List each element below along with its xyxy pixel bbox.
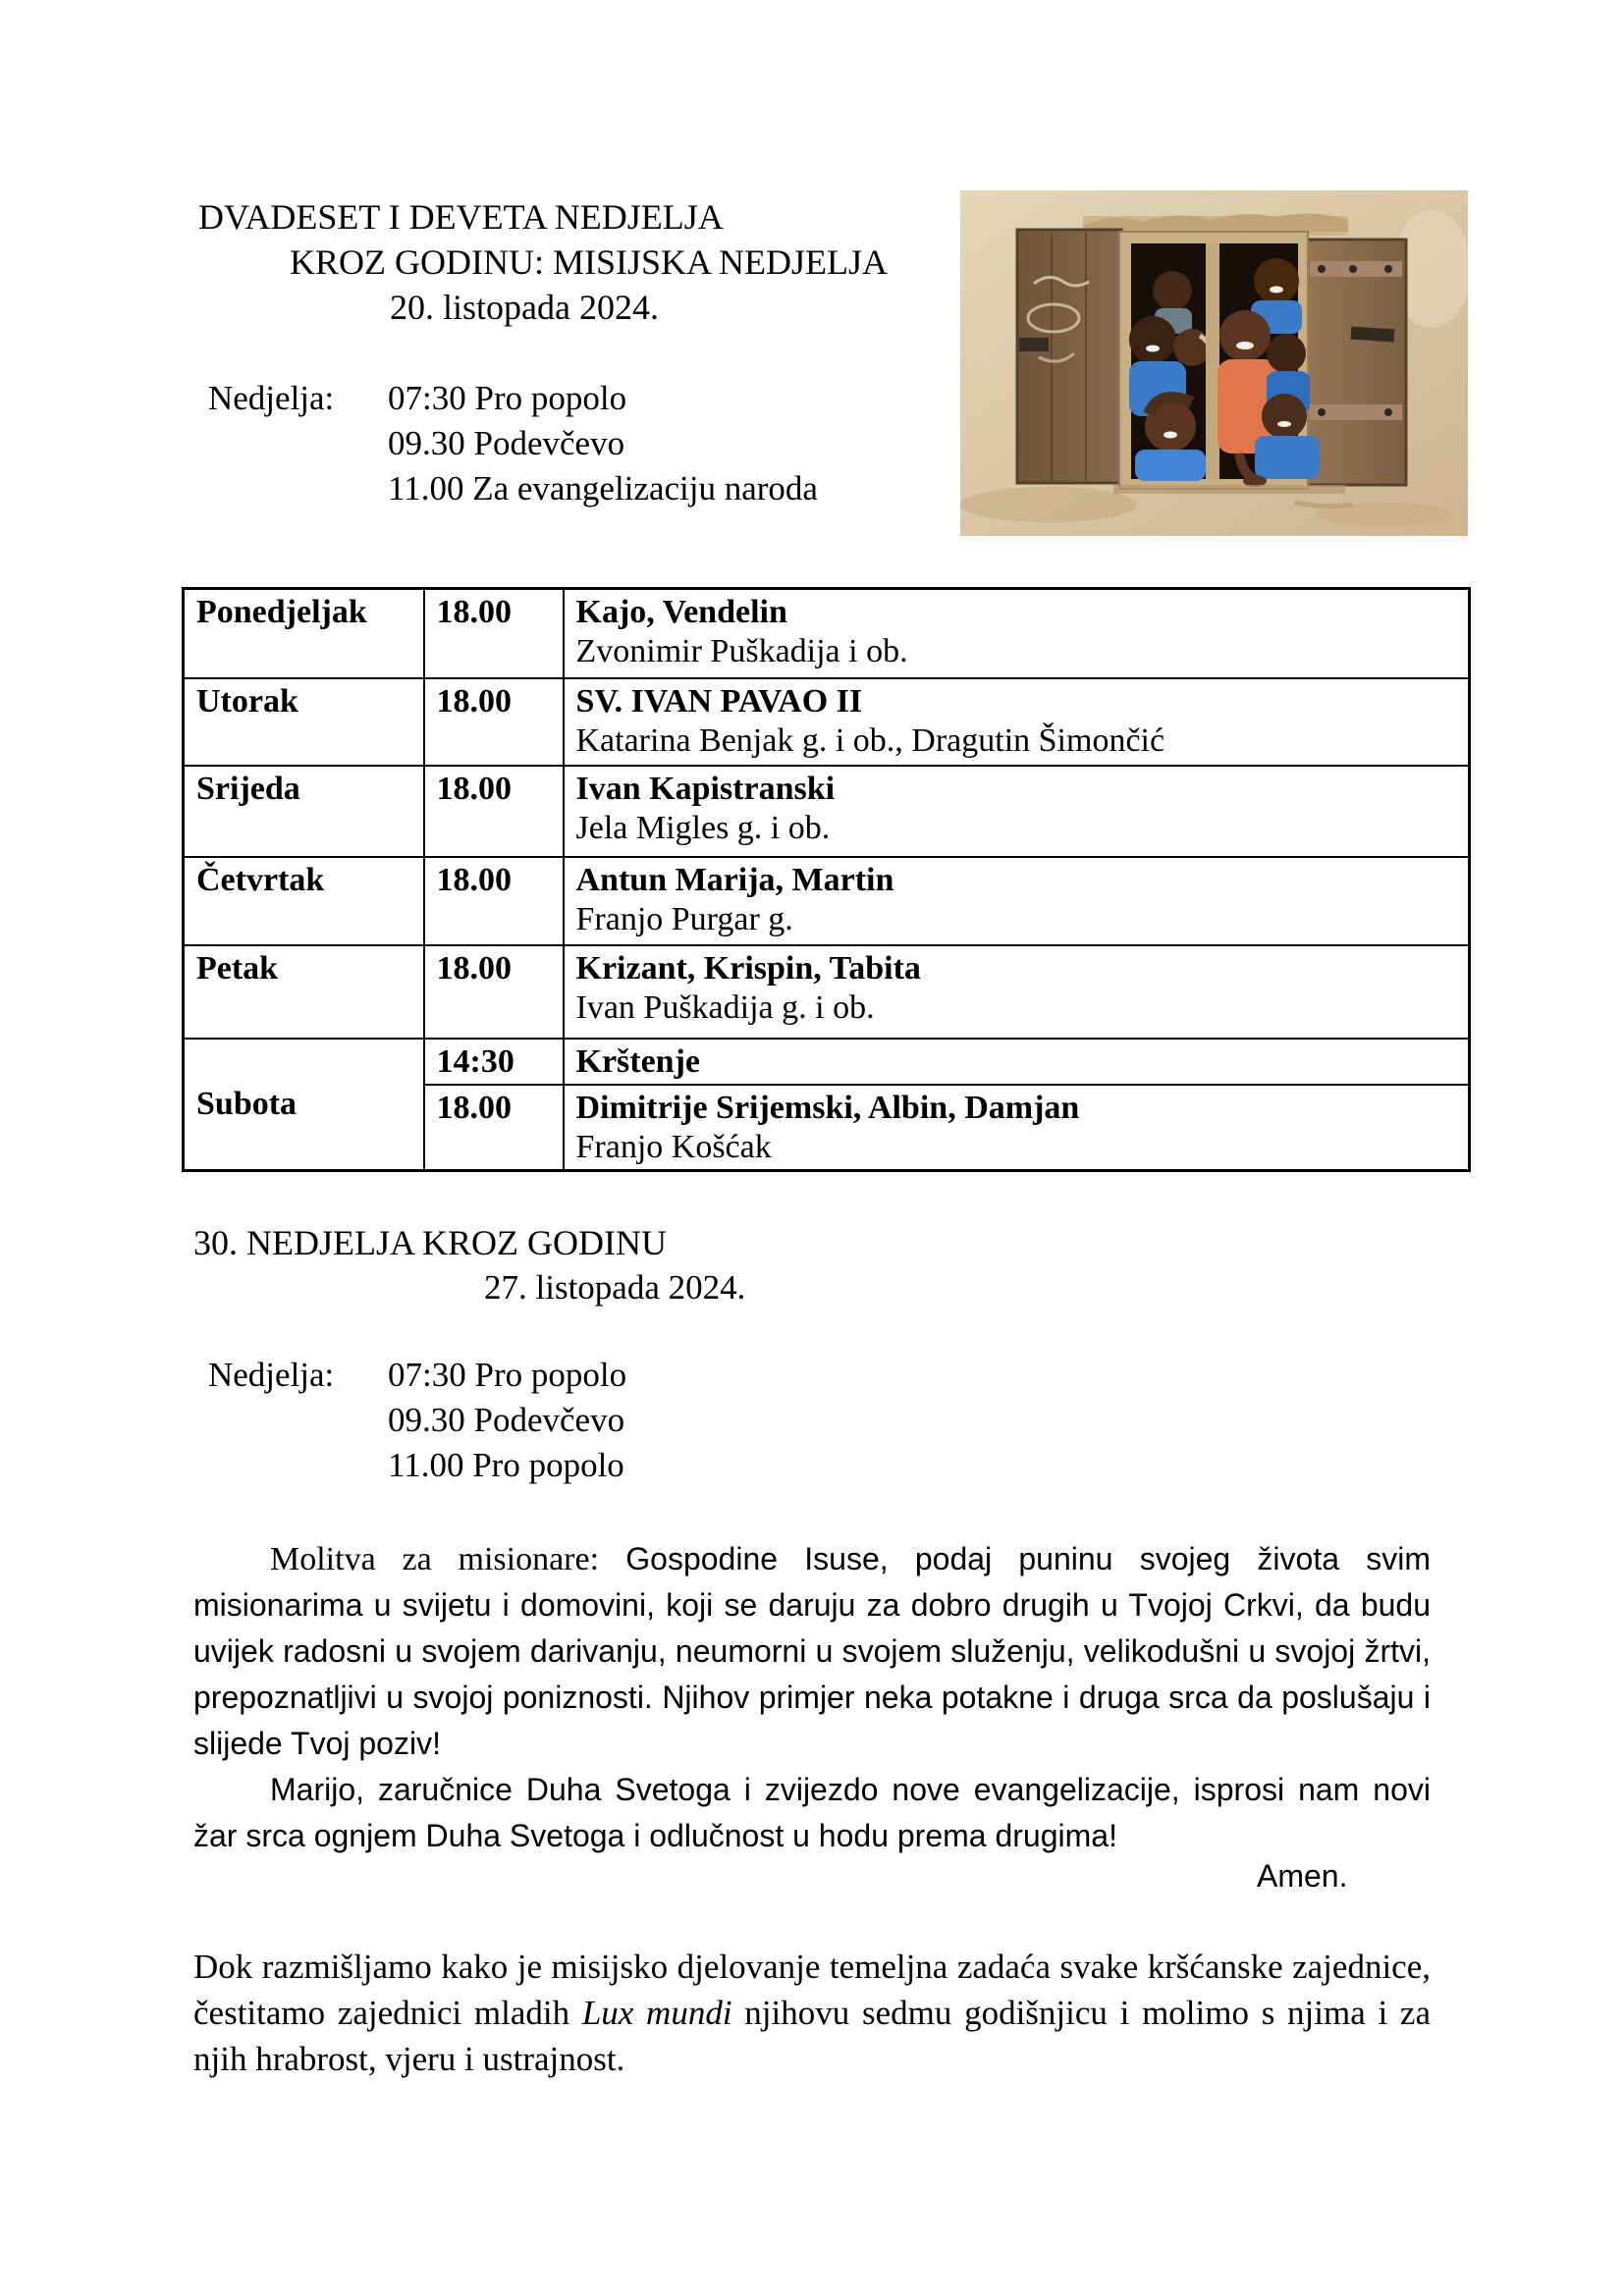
closing-text: Dok razmišljamo kako je misijsko djelovanje temeljna zadaća svake kršćanske zajednice, čestitamo zajednici mladih [193,1948,1431,2032]
intention-dedication: Ivan Puškadija g. i ob. [575,988,875,1026]
mass-time-entry: 09.30 Podevčevo [388,424,625,462]
day-cell: Srijeda [184,766,424,857]
schedule-row [208,1398,626,1443]
second-week-date: 27. listopada 2024. [484,1268,746,1307]
intention-dedication: Franjo Košćak [575,1128,772,1165]
prayer-lead-in: Molitva za misionare: [270,1541,600,1577]
table-row [184,945,1470,1039]
mass-time-entry: 11.00 Za evangelizaciju naroda [388,469,818,507]
intention-cell [564,766,1470,857]
schedule-row [208,376,818,421]
day-label: Nedjelja: [208,1356,335,1394]
mass-time-entry: 09.30 Podevčevo [388,1401,625,1439]
time-cell: 18.00 [424,678,564,766]
week-title-line1: DVADESET I DEVETA NEDJELJA [198,197,724,237]
right-shutter [1306,240,1406,485]
children-in-window-photo [960,190,1468,536]
second-week-title: 30. NEDJELJA KROZ GODINU [193,1223,667,1262]
mass-time-entry: 11.00 Pro popolo [388,1446,624,1484]
day-cell: Utorak [184,678,424,766]
intention-name: Antun Marija, Martin [575,861,894,898]
intention-cell [564,589,1470,678]
day-label: Nedjelja: [208,379,335,417]
community-name: Lux mundi [581,1994,732,2032]
amen-line: Amen. [1257,1858,1348,1894]
table-row [184,678,1470,766]
table-row [184,1039,1470,1085]
day-cell: Četvrtak [184,857,424,945]
prayer-text: Marijo, zaručnice Duha Svetoga i zvijezdo nove evangelizacije, isprosi nam novi žar srca ognjem Duha Svetoga i odlučnost u hodu prema drugima! [193,1772,1431,1853]
day-cell: Ponedjeljak [184,589,424,678]
schedule-row [208,1443,626,1488]
intention-name: Krštenje [575,1042,701,1080]
intention-name: Dimitrije Srijemski, Albin, Damjan [575,1089,1080,1126]
time-cell: 18.00 [424,945,564,1039]
intention-dedication: Franjo Purgar g. [575,900,793,937]
week-title-line2: KROZ GODINU: MISIJSKA NEDJELJA [290,242,889,282]
time-cell: 18.00 [424,766,564,857]
intention-cell [564,1039,1470,1085]
bulletin-header [198,194,888,330]
time-cell: 14:30 [424,1039,564,1085]
schedule-row [208,421,818,466]
sunday-schedule-1 [208,376,818,511]
mass-time-entry: 07:30 Pro popolo [388,379,627,417]
intention-cell [564,857,1470,945]
day-cell: Subota [184,1039,424,1171]
intention-cell [564,678,1470,766]
intention-name: Kajo, Vendelin [575,594,787,630]
missionary-prayer-paragraph [193,1536,1431,1767]
marian-prayer-paragraph [193,1767,1431,1859]
intention-name: SV. IVAN PAVAO II [575,682,863,720]
intention-name: Ivan Kapistranski [575,770,836,807]
prayer-text: Gospodine Isuse, podaj puninu svojeg života svim misionarima u svijetu i domovini, koji se daruju za dobro drugih u Tvojoj Crkvi, da budu uvijek radosni u svojem darivanju, neumorni u svojem služenju, velikodušni u svojoj žrtvi, prepoznatljivi u svojoj poniznosti. Njihov primjer neka potakne i druga srca da poslušaju i slijede Tvoj poziv! [193,1541,1431,1761]
table-row [184,766,1470,857]
intention-name: Krizant, Krispin, Tabita [575,949,921,987]
table-row [184,589,1470,678]
time-cell: 18.00 [424,857,564,945]
time-cell: 18.00 [424,589,564,678]
left-shutter [1017,230,1121,483]
day-cell: Petak [184,945,424,1039]
schedule-row [208,466,818,511]
intention-dedication: Jela Migles g. i ob. [575,809,831,846]
intention-cell [564,1085,1470,1171]
sunday-schedule-2 [208,1353,626,1488]
table-row [184,857,1470,945]
intention-dedication: Katarina Benjak g. i ob., Dragutin Šimončić [575,721,1165,759]
time-cell: 18.00 [424,1085,564,1171]
mass-time-entry: 07:30 Pro popolo [388,1356,627,1394]
closing-paragraph [193,1944,1431,2082]
mass-intentions-table [182,587,1471,1172]
intention-cell [564,945,1470,1039]
intention-dedication: Zvonimir Puškadija i ob. [575,633,908,669]
week-date: 20. listopada 2024. [390,288,659,327]
schedule-row [208,1353,626,1398]
closing-text: njihovu sedmu godišnjicu i molimo s njima i za njih hrabrost, vjeru i ustrajnost. [193,1994,1432,2078]
